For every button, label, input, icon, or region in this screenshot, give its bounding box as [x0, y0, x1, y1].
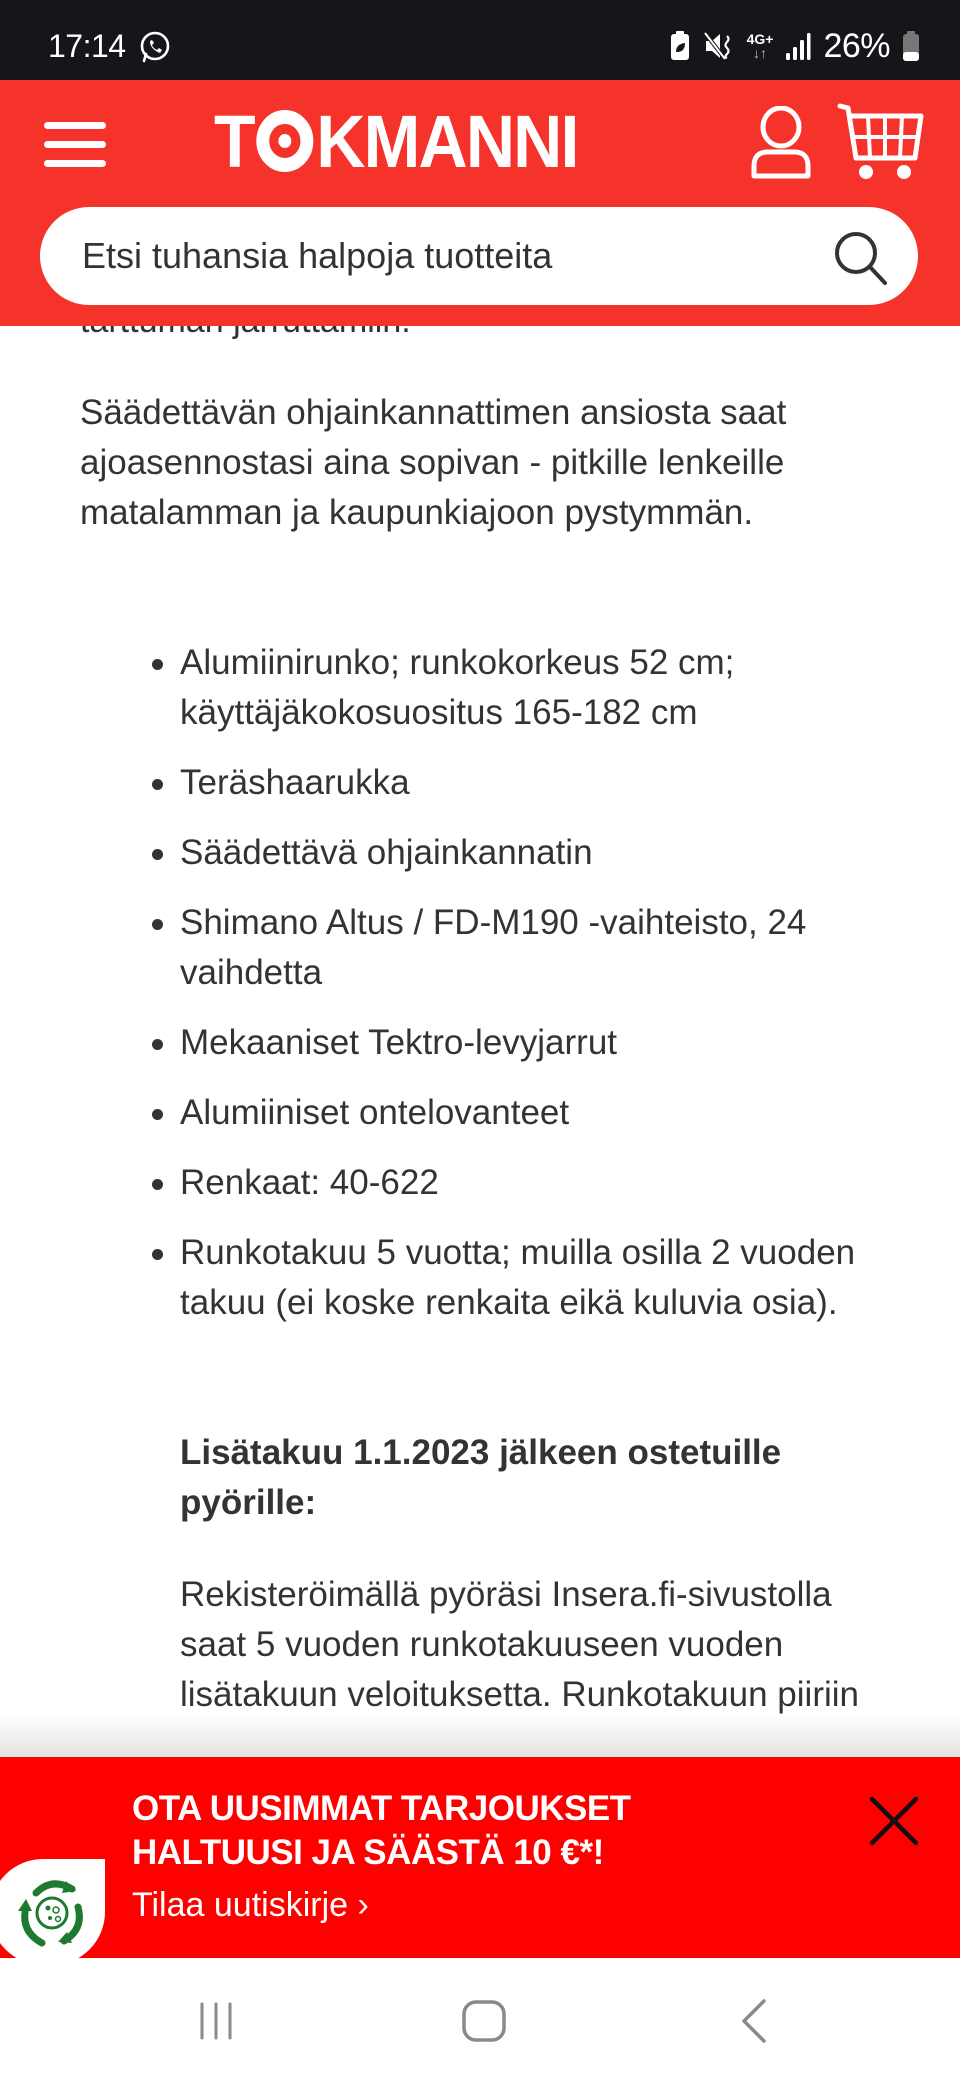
tokmanni-logo[interactable]: T KMANNI [214, 99, 578, 183]
feature-item: Renkaat: 40-622 [180, 1158, 860, 1208]
newsletter-promo-banner [0, 1757, 960, 1958]
home-icon[interactable] [462, 2000, 506, 2042]
site-header [0, 80, 960, 326]
feature-item: Runkotakuu 5 vuotta; muilla osilla 2 vuoden takuu (ei koske renkaita eikä kuluvia osia). [180, 1228, 860, 1328]
user-icon[interactable] [748, 106, 814, 180]
feature-item: Alumiinirunko; runkokorkeus 52 cm; käyttäjäkokosuositus 165-182 cm [180, 638, 860, 738]
logo-target-icon [257, 110, 314, 172]
subscribe-newsletter-link[interactable]: Tilaa uutiskirje › [132, 1886, 369, 1924]
cart-icon[interactable] [836, 102, 926, 182]
feature-item: Säädettävä ohjainkannatin [180, 828, 860, 878]
hamburger-icon [44, 122, 106, 129]
promo-shadow [0, 1715, 960, 1760]
menu-button[interactable] [44, 114, 106, 168]
feature-item: Mekaaniset Tektro-levyjarrut [180, 1018, 860, 1068]
battery-percent: 26% [823, 26, 890, 65]
extra-warranty-section [180, 1428, 860, 1720]
search-icon[interactable] [830, 227, 892, 289]
feature-item: Teräshaarukka [180, 758, 860, 808]
description-paragraph: Säädettävän ohjainkannattimen ansiosta saat ajoasennostasi aina sopivan - pitkille lenkeille matalamman ja kaupunkiajoon pystymmän. [80, 393, 787, 532]
search-bar [40, 207, 918, 305]
close-icon[interactable] [866, 1793, 922, 1849]
recents-icon[interactable] [196, 2002, 236, 2040]
search-input[interactable] [82, 235, 782, 277]
recycle-icon [14, 1873, 90, 1953]
feature-item: Shimano Altus / FD-M190 -vaihteisto, 24 vaihdetta [180, 898, 860, 998]
extra-warranty-heading: Lisätakuu 1.1.2023 jälkeen ostetuille pyörille: [180, 1433, 782, 1522]
promo-title: OTA UUSIMMAT TARJOUKSET HALTUUSI JA SÄÄSTÄ 10 €*! [132, 1789, 631, 1872]
back-icon[interactable] [738, 1998, 768, 2044]
network-4g-icon: 4G+ ↓↑ [746, 31, 774, 61]
status-time: 17:14 [48, 28, 126, 64]
promo-badge [0, 1859, 105, 1965]
extra-warranty-text: Rekisteröimällä pyöräsi Insera.fi-sivustolla saat 5 vuoden runkotakuuseen vuoden lisätakuun veloituksetta. Runkotakuun piiriin [180, 1575, 859, 1714]
feature-item: Alumiiniset ontelovanteet [180, 1088, 860, 1138]
feature-list [180, 638, 860, 1348]
system-nav-bar [0, 1958, 960, 2080]
